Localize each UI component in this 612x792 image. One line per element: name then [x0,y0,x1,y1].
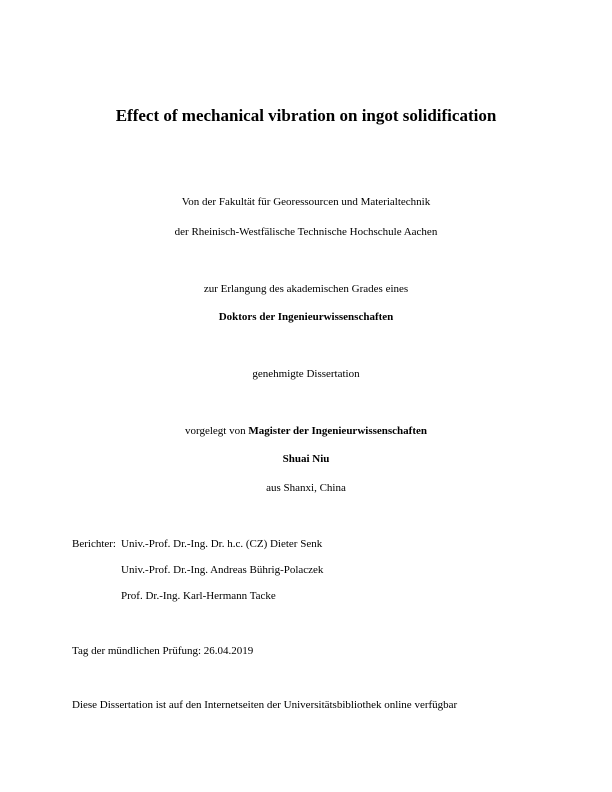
author-name: Shuai Niu [282,453,330,465]
submitted-by-line [0,424,612,438]
exam-date: Tag der mündlichen Prüfung: 26.04.2019 [72,645,254,657]
availability-note: Diese Dissertation ist auf den Internetseiten der Universitätsbibliothek online verfügbar [72,699,458,711]
degree-name: Doktors der Ingenieurwissenschaften [218,311,394,323]
degree-intro: zur Erlangung des akademischen Grades eines [203,283,409,295]
referee-2: Univ.-Prof. Dr.-Ing. Andreas Bührig-Polaczek [121,564,324,576]
approval-text: genehmigte Dissertation [252,368,360,380]
referees-label: Berichter: [72,538,116,550]
faculty-line-2: der Rheinisch-Westfälische Technische Hochschule Aachen [174,226,438,238]
submitted-by-degree: Magister der Ingenieurwissenschaften [248,425,427,437]
submitted-by-prefix: vorgelegt von [185,425,246,437]
author-origin: aus Shanxi, China [266,482,346,494]
referee-3: Prof. Dr.-Ing. Karl-Hermann Tacke [121,590,276,602]
faculty-line-1: Von der Fakultät für Georessourcen und Materialtechnik [181,196,431,208]
thesis-title: Effect of mechanical vibration on ingot solidification [115,106,497,125]
referee-1: Univ.-Prof. Dr.-Ing. Dr. h.c. (CZ) Dieter Senk [121,538,323,550]
